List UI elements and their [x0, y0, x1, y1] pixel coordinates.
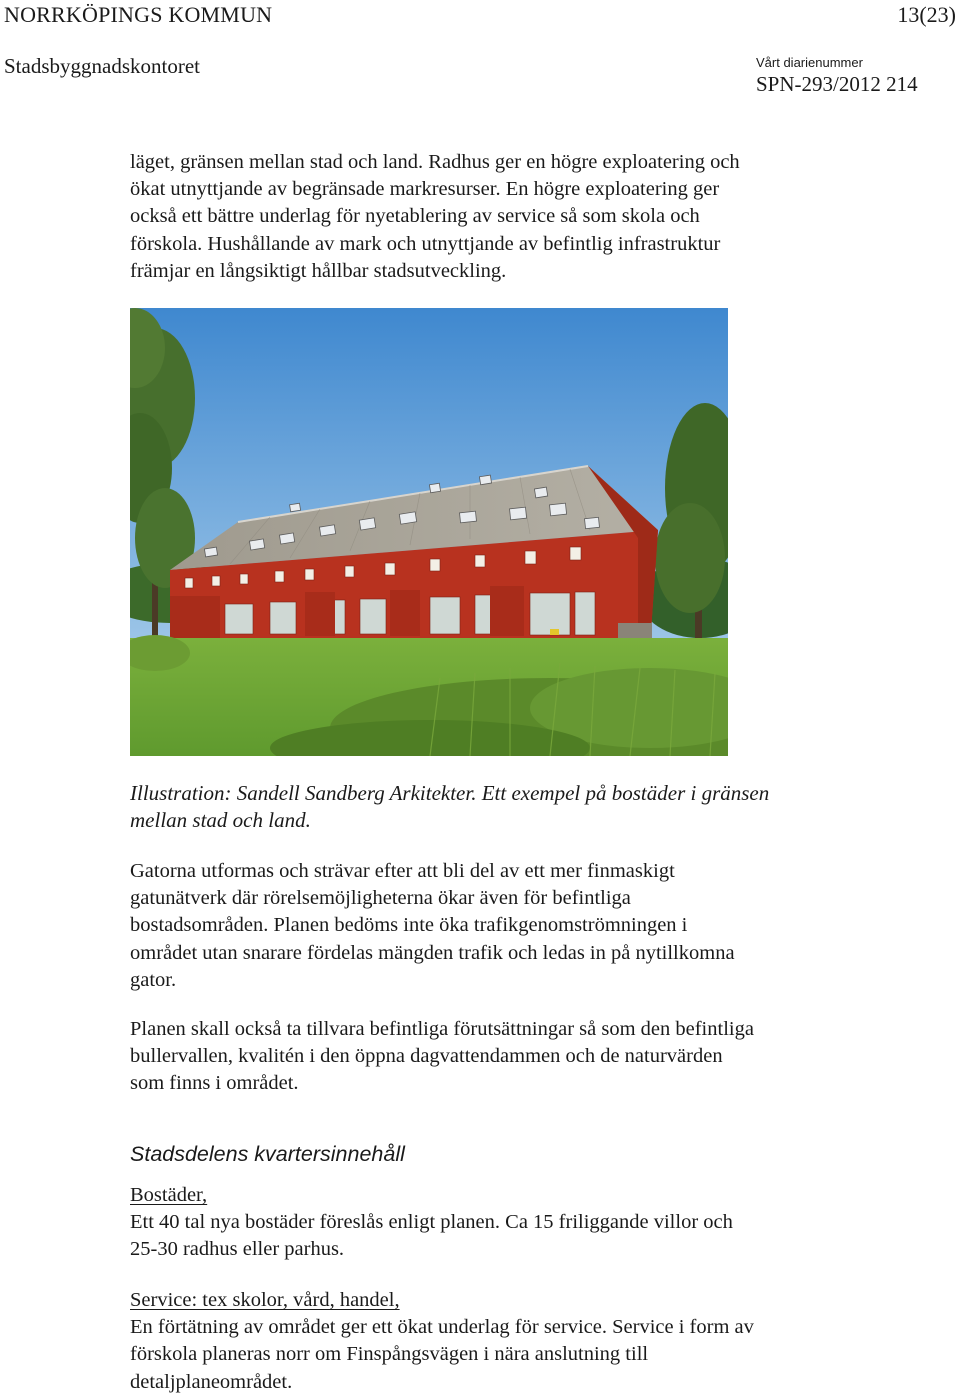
text-line: bostadsområden. Planen bedöms inte öka trafikgenomströmningen i	[130, 914, 688, 937]
page-number: 13(23)	[897, 2, 956, 27]
text-line: detaljplaneområdet.	[130, 1370, 293, 1393]
text-line: också ett bättre underlag för nyetablering av service så som skola och	[130, 205, 700, 228]
text-line: En förtätning av området ger ett ökat underlag för service. Service i form av	[130, 1316, 754, 1339]
text-line: Ett 40 tal nya bostäder föreslås enligt planen. Ca 15 friliggande villor och	[130, 1211, 733, 1234]
housing-title: Bostäder,	[130, 1184, 208, 1206]
reference-label: Vårt diarienummer	[756, 55, 863, 70]
caption-line: Illustration: Sandell Sandberg Arkitekter. Ett exempel på bostäder i gränsen	[130, 781, 770, 805]
service-title: Service: tex skolor, vård, handel,	[130, 1289, 400, 1311]
organization-name: NORRKÖPINGS KOMMUN	[4, 2, 273, 27]
text-line: Planen skall också ta tillvara befintliga förutsättningar så som den befintliga	[130, 1018, 754, 1040]
section-heading: Stadsdelens kvartersinnehåll	[130, 1142, 405, 1166]
streets-paragraph	[130, 858, 890, 994]
text-line: Gatorna utformas och strävar efter att bli del av ett mer finmaskigt	[130, 860, 675, 882]
text-line: gatunätverk där rörelsemöjligheterna ökar även för befintliga	[130, 887, 631, 910]
rowhouse-rendering	[130, 308, 728, 756]
intro-paragraph	[130, 149, 890, 285]
text-line: förskola planeras norr om Finspångsvägen i nära anslutning till	[130, 1343, 649, 1366]
department-name: Stadsbyggnadskontoret	[4, 54, 200, 78]
caption-line: mellan stad och land.	[130, 808, 311, 833]
text-line: området utan snarare fördelas mängden trafik och ledas in på nytillkomna	[130, 941, 735, 964]
text-line: som finns i området.	[130, 1072, 299, 1095]
illustration-caption	[130, 780, 890, 834]
architect-illustration	[130, 308, 728, 756]
text-line: 25-30 radhus eller parhus.	[130, 1238, 345, 1261]
preserve-paragraph	[130, 1016, 890, 1098]
service-section	[130, 1287, 890, 1395]
text-line: förskola. Hushållande av mark och utnyttjande av befintlig infrastruktur	[130, 232, 721, 255]
text-line: läget, gränsen mellan stad och land. Radhus ger en högre exploatering och	[130, 151, 740, 173]
reference-number: SPN-293/2012 214	[756, 72, 918, 96]
text-line: gator.	[130, 968, 177, 991]
text-line: bullervallen, kvalitén i den öppna dagvattendammen och de naturvärden	[130, 1045, 723, 1068]
housing-section	[130, 1182, 890, 1264]
text-line: ökat utnyttjande av begränsade markresurser. En högre exploatering ger	[130, 178, 720, 201]
text-line: främjar en långsiktigt hållbar stadsutveckling.	[130, 259, 507, 282]
yellow-chair	[550, 629, 559, 635]
